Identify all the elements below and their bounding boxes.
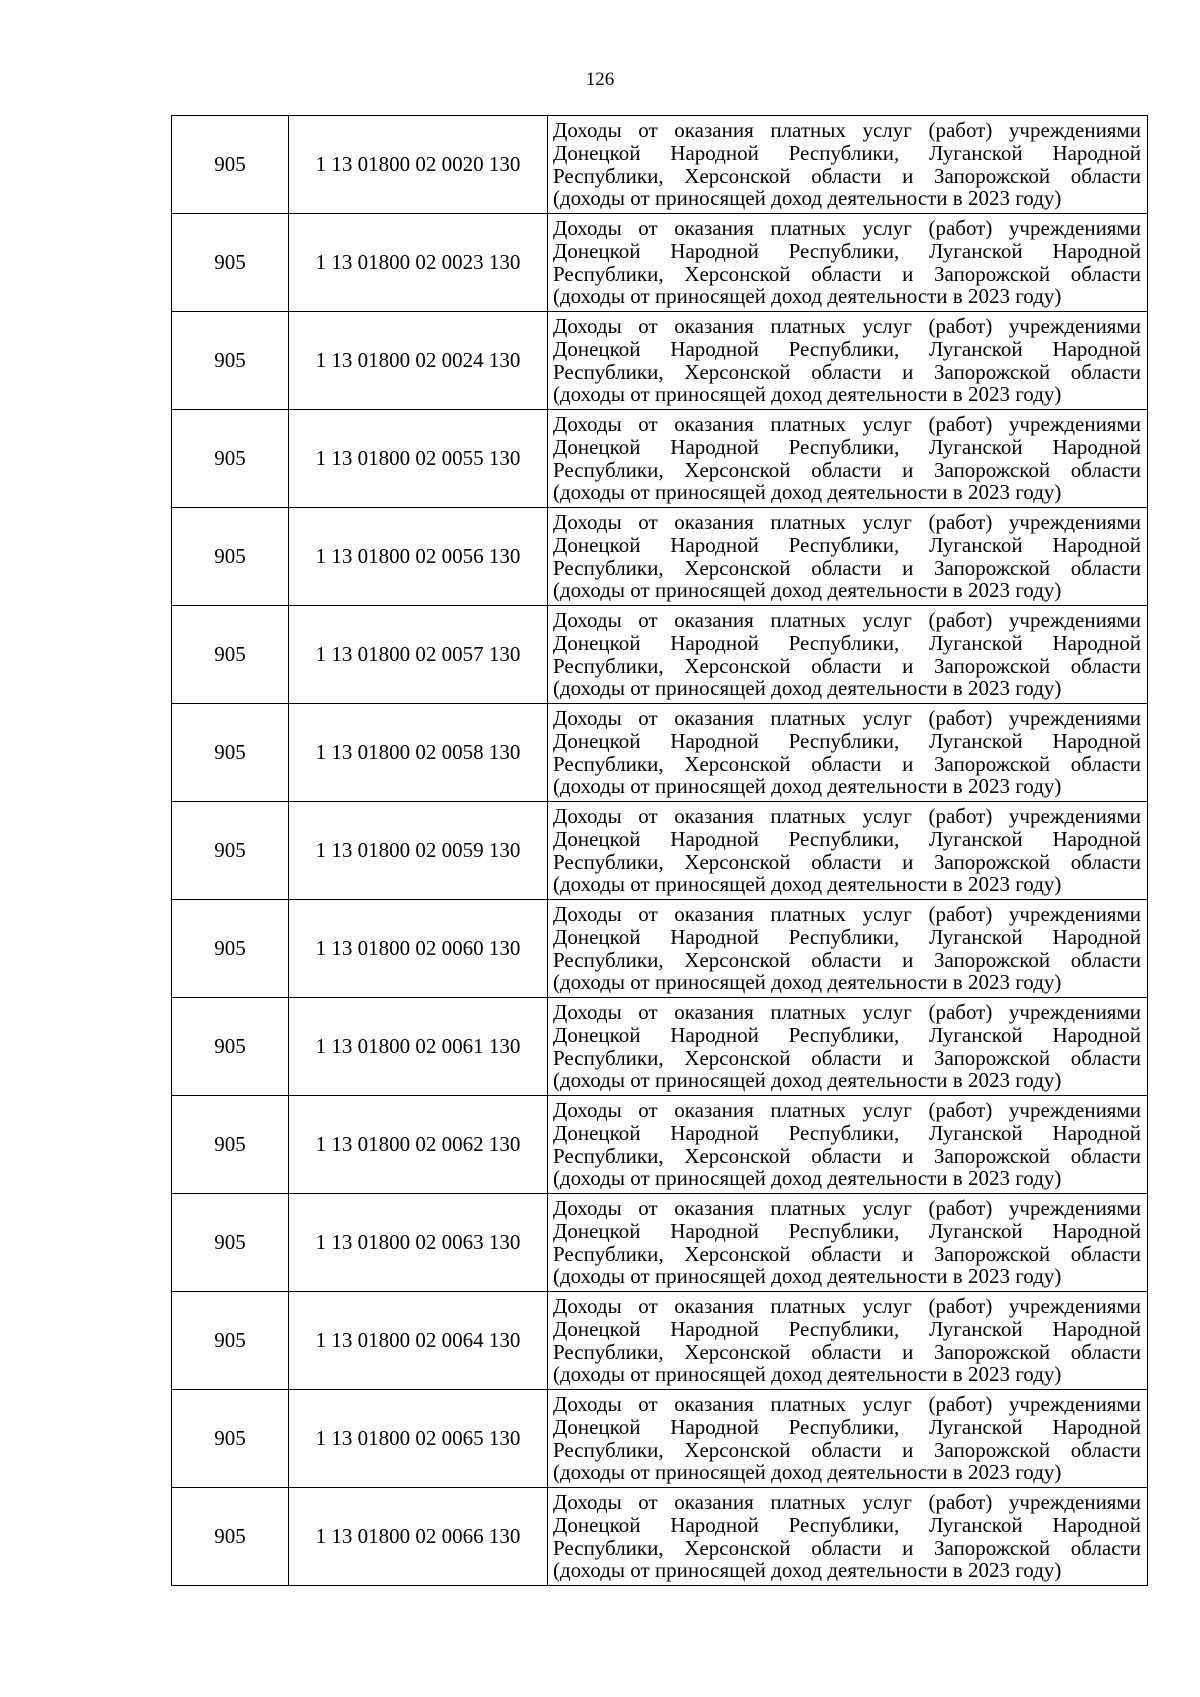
description-cell: Доходы от оказания платных услуг (работ) учреждениями Донецкой Народной Республики, Луганской Народной Республики, Херсонской области и Запорожской области (доходы от приносящей доход деятельности в 2023 году) <box>548 214 1148 312</box>
table-row <box>172 312 1148 410</box>
revenue-classification-table <box>171 115 1148 1586</box>
budget-code-cell: 1 13 01800 02 0061 130 <box>289 998 548 1096</box>
table-row <box>172 1390 1148 1488</box>
table-row <box>172 1292 1148 1390</box>
table-row <box>172 214 1148 312</box>
table-row <box>172 508 1148 606</box>
admin-code-cell: 905 <box>172 1488 289 1586</box>
description-cell: Доходы от оказания платных услуг (работ) учреждениями Донецкой Народной Республики, Луганской Народной Республики, Херсонской области и Запорожской области (доходы от приносящей доход деятельности в 2023 году) <box>548 606 1148 704</box>
budget-code-cell: 1 13 01800 02 0065 130 <box>289 1390 548 1488</box>
budget-code-cell: 1 13 01800 02 0058 130 <box>289 704 548 802</box>
admin-code-cell: 905 <box>172 1390 289 1488</box>
description-cell: Доходы от оказания платных услуг (работ) учреждениями Донецкой Народной Республики, Луганской Народной Республики, Херсонской области и Запорожской области (доходы от приносящей доход деятельности в 2023 году) <box>548 1292 1148 1390</box>
description-cell: Доходы от оказания платных услуг (работ) учреждениями Донецкой Народной Республики, Луганской Народной Республики, Херсонской области и Запорожской области (доходы от приносящей доход деятельности в 2023 году) <box>548 312 1148 410</box>
admin-code-cell: 905 <box>172 1096 289 1194</box>
table-row <box>172 704 1148 802</box>
admin-code-cell: 905 <box>172 900 289 998</box>
table-row <box>172 116 1148 214</box>
budget-code-cell: 1 13 01800 02 0063 130 <box>289 1194 548 1292</box>
budget-code-cell: 1 13 01800 02 0059 130 <box>289 802 548 900</box>
budget-code-cell: 1 13 01800 02 0060 130 <box>289 900 548 998</box>
admin-code-cell: 905 <box>172 1194 289 1292</box>
admin-code-cell: 905 <box>172 802 289 900</box>
admin-code-cell: 905 <box>172 606 289 704</box>
description-cell: Доходы от оказания платных услуг (работ) учреждениями Донецкой Народной Республики, Луганской Народной Республики, Херсонской области и Запорожской области (доходы от приносящей доход деятельности в 2023 году) <box>548 508 1148 606</box>
table-row <box>172 1096 1148 1194</box>
budget-code-cell: 1 13 01800 02 0055 130 <box>289 410 548 508</box>
admin-code-cell: 905 <box>172 312 289 410</box>
admin-code-cell: 905 <box>172 998 289 1096</box>
description-cell: Доходы от оказания платных услуг (работ) учреждениями Донецкой Народной Республики, Луганской Народной Республики, Херсонской области и Запорожской области (доходы от приносящей доход деятельности в 2023 году) <box>548 998 1148 1096</box>
budget-code-cell: 1 13 01800 02 0020 130 <box>289 116 548 214</box>
table-row <box>172 998 1148 1096</box>
table-row <box>172 606 1148 704</box>
budget-code-cell: 1 13 01800 02 0064 130 <box>289 1292 548 1390</box>
admin-code-cell: 905 <box>172 410 289 508</box>
description-cell: Доходы от оказания платных услуг (работ) учреждениями Донецкой Народной Республики, Луганской Народной Республики, Херсонской области и Запорожской области (доходы от приносящей доход деятельности в 2023 году) <box>548 802 1148 900</box>
admin-code-cell: 905 <box>172 214 289 312</box>
table-row <box>172 900 1148 998</box>
description-cell: Доходы от оказания платных услуг (работ) учреждениями Донецкой Народной Республики, Луганской Народной Республики, Херсонской области и Запорожской области (доходы от приносящей доход деятельности в 2023 году) <box>548 900 1148 998</box>
table-row <box>172 1194 1148 1292</box>
admin-code-cell: 905 <box>172 1292 289 1390</box>
table-row <box>172 1488 1148 1586</box>
description-cell: Доходы от оказания платных услуг (работ) учреждениями Донецкой Народной Республики, Луганской Народной Республики, Херсонской области и Запорожской области (доходы от приносящей доход деятельности в 2023 году) <box>548 410 1148 508</box>
description-cell: Доходы от оказания платных услуг (работ) учреждениями Донецкой Народной Республики, Луганской Народной Республики, Херсонской области и Запорожской области (доходы от приносящей доход деятельности в 2023 году) <box>548 1194 1148 1292</box>
budget-code-cell: 1 13 01800 02 0057 130 <box>289 606 548 704</box>
description-cell: Доходы от оказания платных услуг (работ) учреждениями Донецкой Народной Республики, Луганской Народной Республики, Херсонской области и Запорожской области (доходы от приносящей доход деятельности в 2023 году) <box>548 116 1148 214</box>
admin-code-cell: 905 <box>172 704 289 802</box>
table-row <box>172 802 1148 900</box>
description-cell: Доходы от оказания платных услуг (работ) учреждениями Донецкой Народной Республики, Луганской Народной Республики, Херсонской области и Запорожской области (доходы от приносящей доход деятельности в 2023 году) <box>548 1390 1148 1488</box>
table-body <box>172 116 1148 1586</box>
description-cell: Доходы от оказания платных услуг (работ) учреждениями Донецкой Народной Республики, Луганской Народной Республики, Херсонской области и Запорожской области (доходы от приносящей доход деятельности в 2023 году) <box>548 1096 1148 1194</box>
budget-code-cell: 1 13 01800 02 0066 130 <box>289 1488 548 1586</box>
table-row <box>172 410 1148 508</box>
budget-code-cell: 1 13 01800 02 0024 130 <box>289 312 548 410</box>
page-number: 126 <box>585 69 615 90</box>
description-cell: Доходы от оказания платных услуг (работ) учреждениями Донецкой Народной Республики, Луганской Народной Республики, Херсонской области и Запорожской области (доходы от приносящей доход деятельности в 2023 году) <box>548 1488 1148 1586</box>
description-cell: Доходы от оказания платных услуг (работ) учреждениями Донецкой Народной Республики, Луганской Народной Республики, Херсонской области и Запорожской области (доходы от приносящей доход деятельности в 2023 году) <box>548 704 1148 802</box>
budget-code-cell: 1 13 01800 02 0056 130 <box>289 508 548 606</box>
admin-code-cell: 905 <box>172 116 289 214</box>
budget-code-cell: 1 13 01800 02 0023 130 <box>289 214 548 312</box>
admin-code-cell: 905 <box>172 508 289 606</box>
budget-code-cell: 1 13 01800 02 0062 130 <box>289 1096 548 1194</box>
